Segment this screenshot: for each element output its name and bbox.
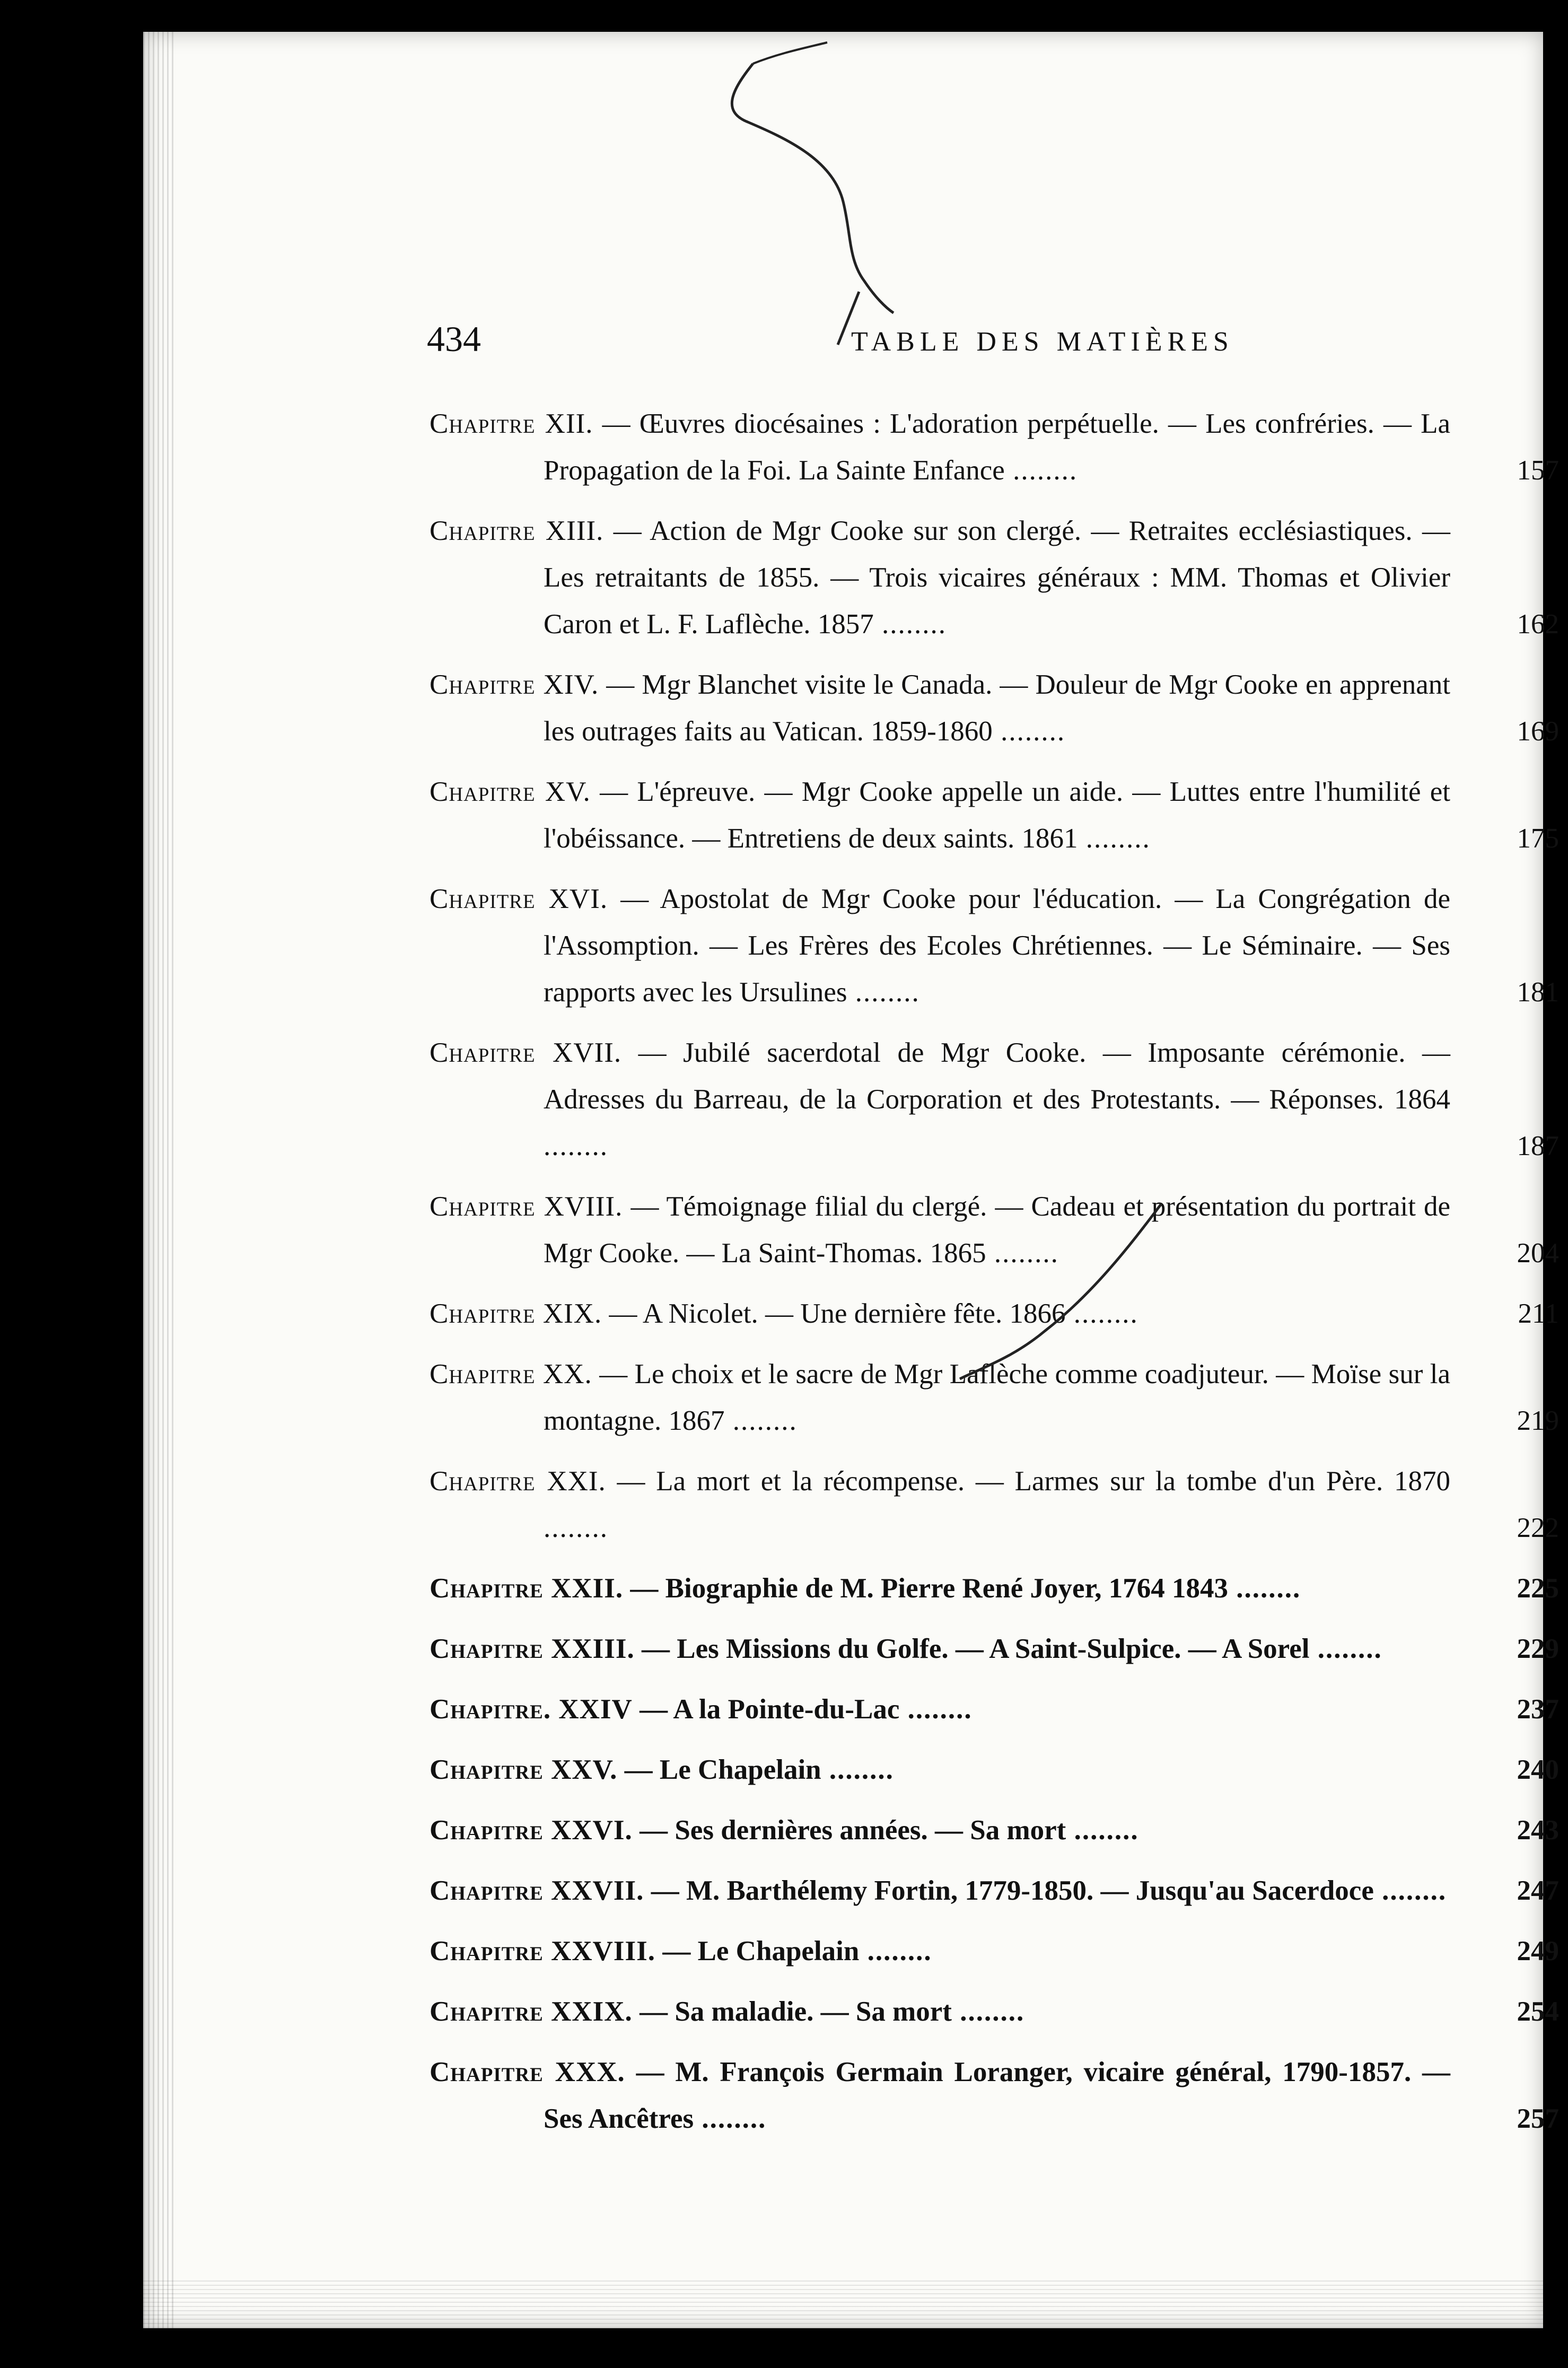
book-page — [143, 32, 1559, 2328]
dot-leader: ........ — [873, 609, 947, 640]
chapter-title: — Le choix et le sacre de Mgr Laflèche comme coadjuteur. — Moïse sur la montagne. 1867 — [544, 1359, 1451, 1436]
dot-leader: ........ — [986, 1238, 1059, 1269]
toc-entry-text — [430, 1928, 1450, 1974]
page-header — [143, 318, 1543, 366]
page-number: 434 — [427, 319, 481, 359]
toc-entry — [430, 1565, 1559, 1612]
toc-entry-text — [430, 1290, 1450, 1337]
toc-entry — [430, 1807, 1559, 1854]
page-ref: 169 — [1517, 716, 1559, 747]
chapter-label: Chapitre XVIII. — [430, 1191, 623, 1222]
toc-entry — [430, 661, 1559, 755]
toc-entry-text — [430, 661, 1450, 755]
running-title: TABLE DES MATIÈRES — [851, 327, 1234, 357]
chapter-title: — Sa maladie. — Sa mort — [640, 1996, 952, 2027]
chapter-label: Chapitre. XXIV — [430, 1694, 633, 1725]
page-ref: 219 — [1517, 1405, 1559, 1436]
page-ref: 211 — [1518, 1298, 1559, 1329]
page-ref: 229 — [1517, 1633, 1559, 1664]
chapter-title: — Biographie de M. Pierre René Joyer, 1764 1843 — [630, 1573, 1228, 1604]
chapter-title: — Témoignage filial du clergé. — Cadeau et présentation du portrait de Mgr Cooke. — La Saint-Thomas. 1865 — [544, 1191, 1450, 1269]
page-ref: 187 — [1517, 1131, 1559, 1161]
chapter-title: — Œuvres diocésaines : L'adoration perpétuelle. — Les confréries. — La Propagation de la Foi. La Sainte Enfance — [544, 408, 1451, 486]
chapter-title: — Apostolat de Mgr Cooke pour l'éducation. — La Congrégation de l'Assomption. — Les Frères des Ecoles Chrétiennes. — Le Séminaire. — Ses rapports avec les Ursulines — [544, 884, 1451, 1008]
chapter-label: Chapitre XXX. — [430, 2057, 625, 2087]
toc-entry-text — [430, 1029, 1450, 1169]
toc-entry-text — [430, 1458, 1450, 1551]
dot-leader: ........ — [694, 2103, 767, 2134]
chapter-label: Chapitre XIX. — [430, 1298, 602, 1329]
page-ref: 175 — [1517, 823, 1559, 854]
toc-entry — [430, 2049, 1559, 2142]
chapter-title: — L'épreuve. — Mgr Cooke appelle un aide. — Luttes entre l'humilité et l'obéissance. — Entretiens de deux saints. 1861 — [544, 776, 1450, 854]
dot-leader: ........ — [544, 1513, 608, 1543]
chapter-label: Chapitre XVI. — [430, 884, 608, 914]
chapter-title: — Mgr Blanchet visite le Canada. — Douleur de Mgr Cooke en apprenant les outrages faits au Vatican. 1859-1860 — [544, 669, 1450, 747]
toc-entry — [430, 1626, 1559, 1672]
page-ref: 257 — [1517, 2103, 1559, 2134]
dot-leader: ........ — [1004, 455, 1078, 486]
dot-leader: ........ — [847, 977, 920, 1008]
page-ref: 254 — [1517, 1996, 1559, 2027]
chapter-label: Chapitre XX. — [430, 1359, 592, 1390]
toc-entry-text — [430, 1686, 1450, 1733]
dot-leader: ........ — [724, 1405, 798, 1436]
dot-leader: ........ — [544, 1131, 608, 1161]
chapter-title: — A la Pointe-du-Lac — [640, 1694, 900, 1725]
chapter-title: — Le Chapelain — [624, 1754, 821, 1785]
toc-entry — [430, 1458, 1559, 1551]
page-ref: 237 — [1517, 1694, 1559, 1725]
dot-leader: ........ — [821, 1754, 894, 1785]
dot-leader: ........ — [899, 1694, 973, 1725]
toc-entry — [430, 768, 1559, 862]
chapter-title: — M. Barthélemy Fortin, 1779-1850. — Jusqu'au Sacerdoce — [651, 1875, 1374, 1906]
chapter-label: Chapitre XXII. — [430, 1573, 624, 1604]
dot-leader: ........ — [992, 716, 1066, 747]
chapter-title: — Le Chapelain — [662, 1936, 860, 1967]
toc-entry-text — [430, 1746, 1450, 1793]
chapter-title: — Ses dernières années. — Sa mort — [640, 1815, 1066, 1846]
dot-leader: ........ — [951, 1996, 1025, 2027]
chapter-label: Chapitre XXV. — [430, 1754, 618, 1785]
toc-entry-text — [430, 1183, 1450, 1277]
chapter-title: — Les Missions du Golfe. — A Saint-Sulpice. — A Sorel — [642, 1633, 1310, 1664]
toc-entry-text — [430, 1807, 1450, 1854]
toc-entry-text — [430, 1867, 1450, 1914]
toc-entry-text — [430, 2049, 1450, 2142]
page-edge-left — [143, 32, 175, 2328]
chapter-label: Chapitre XXIII. — [430, 1633, 635, 1664]
dot-leader: ........ — [859, 1936, 932, 1967]
toc-entry-text — [430, 1351, 1450, 1444]
chapter-title: — Jubilé sacerdotal de Mgr Cooke. — Imposante cérémonie. — Adresses du Barreau, de la Corporation et des Protestants. — Réponses. 1864 — [544, 1037, 1451, 1115]
chapter-label: Chapitre XXIX. — [430, 1996, 633, 2027]
toc-entry-text — [430, 768, 1450, 862]
page-edge-bottom — [143, 2280, 1543, 2328]
page-ref: 225 — [1517, 1573, 1559, 1604]
toc-entry — [430, 1183, 1559, 1277]
chapter-label: Chapitre XXVIII. — [430, 1936, 656, 1967]
chapter-label: Chapitre XV. — [430, 776, 591, 807]
page-ref: 240 — [1517, 1754, 1559, 1785]
chapter-title: — La mort et la récompense. — Larmes sur la tombe d'un Père. 1870 — [617, 1466, 1450, 1497]
toc-entry — [430, 400, 1559, 494]
page-ref: 249 — [1517, 1936, 1559, 1967]
chapter-label: Chapitre XIV. — [430, 669, 599, 700]
page-ref: 222 — [1517, 1513, 1559, 1543]
toc-entry — [430, 1029, 1559, 1169]
toc-entry-text — [430, 876, 1450, 1016]
toc-entry — [430, 1988, 1559, 2035]
toc-entry-text — [430, 1626, 1450, 1672]
toc-entry — [430, 508, 1559, 648]
chapter-label: Chapitre XXVII. — [430, 1875, 644, 1906]
toc-entry-text — [430, 508, 1450, 648]
toc-entry — [430, 1928, 1559, 1974]
chapter-label: Chapitre XXI. — [430, 1466, 606, 1497]
dot-leader: ........ — [1078, 823, 1151, 854]
toc-entry — [430, 1686, 1559, 1733]
dot-leader: ........ — [1228, 1573, 1301, 1604]
page-ref: 162 — [1517, 609, 1559, 640]
page-ref: 181 — [1517, 977, 1559, 1008]
dot-leader: ........ — [1065, 1298, 1138, 1329]
chapter-label: Chapitre XXVI. — [430, 1815, 633, 1846]
page-ref: 204 — [1517, 1238, 1559, 1269]
toc-entry-text — [430, 1988, 1450, 2035]
toc-entry — [430, 1290, 1559, 1337]
toc-entry-text — [430, 400, 1450, 494]
dot-leader: ........ — [1373, 1875, 1447, 1906]
page-ref: 157 — [1517, 455, 1559, 486]
dot-leader: ........ — [1309, 1633, 1382, 1664]
chapter-label: Chapitre XIII. — [430, 515, 604, 546]
chapter-title: — M. François Germain Loranger, vicaire général, 1790-1857. — Ses Ancêtres — [544, 2057, 1451, 2134]
chapter-title: — Action de Mgr Cooke sur son clergé. — Retraites ecclésiastiques. — Les retraitants de 1855. — Trois vicaires généraux : MM. Thomas et Olivier Caron et L. F. Laflèche. 1857 — [544, 515, 1450, 640]
toc-entry-text — [430, 1565, 1450, 1612]
toc-entry — [430, 876, 1559, 1016]
dot-leader: ........ — [1066, 1815, 1139, 1846]
chapter-title: — A Nicolet. — Une dernière fête. 1866 — [609, 1298, 1066, 1329]
page-ref: 247 — [1517, 1875, 1559, 1906]
toc-entry — [430, 1746, 1559, 1793]
page-ref: 243 — [1517, 1815, 1559, 1846]
chapter-label: Chapitre XII. — [430, 408, 593, 439]
table-of-contents — [430, 400, 1559, 2156]
chapter-label: Chapitre XVII. — [430, 1037, 622, 1068]
toc-entry — [430, 1351, 1559, 1444]
toc-entry — [430, 1867, 1559, 1914]
